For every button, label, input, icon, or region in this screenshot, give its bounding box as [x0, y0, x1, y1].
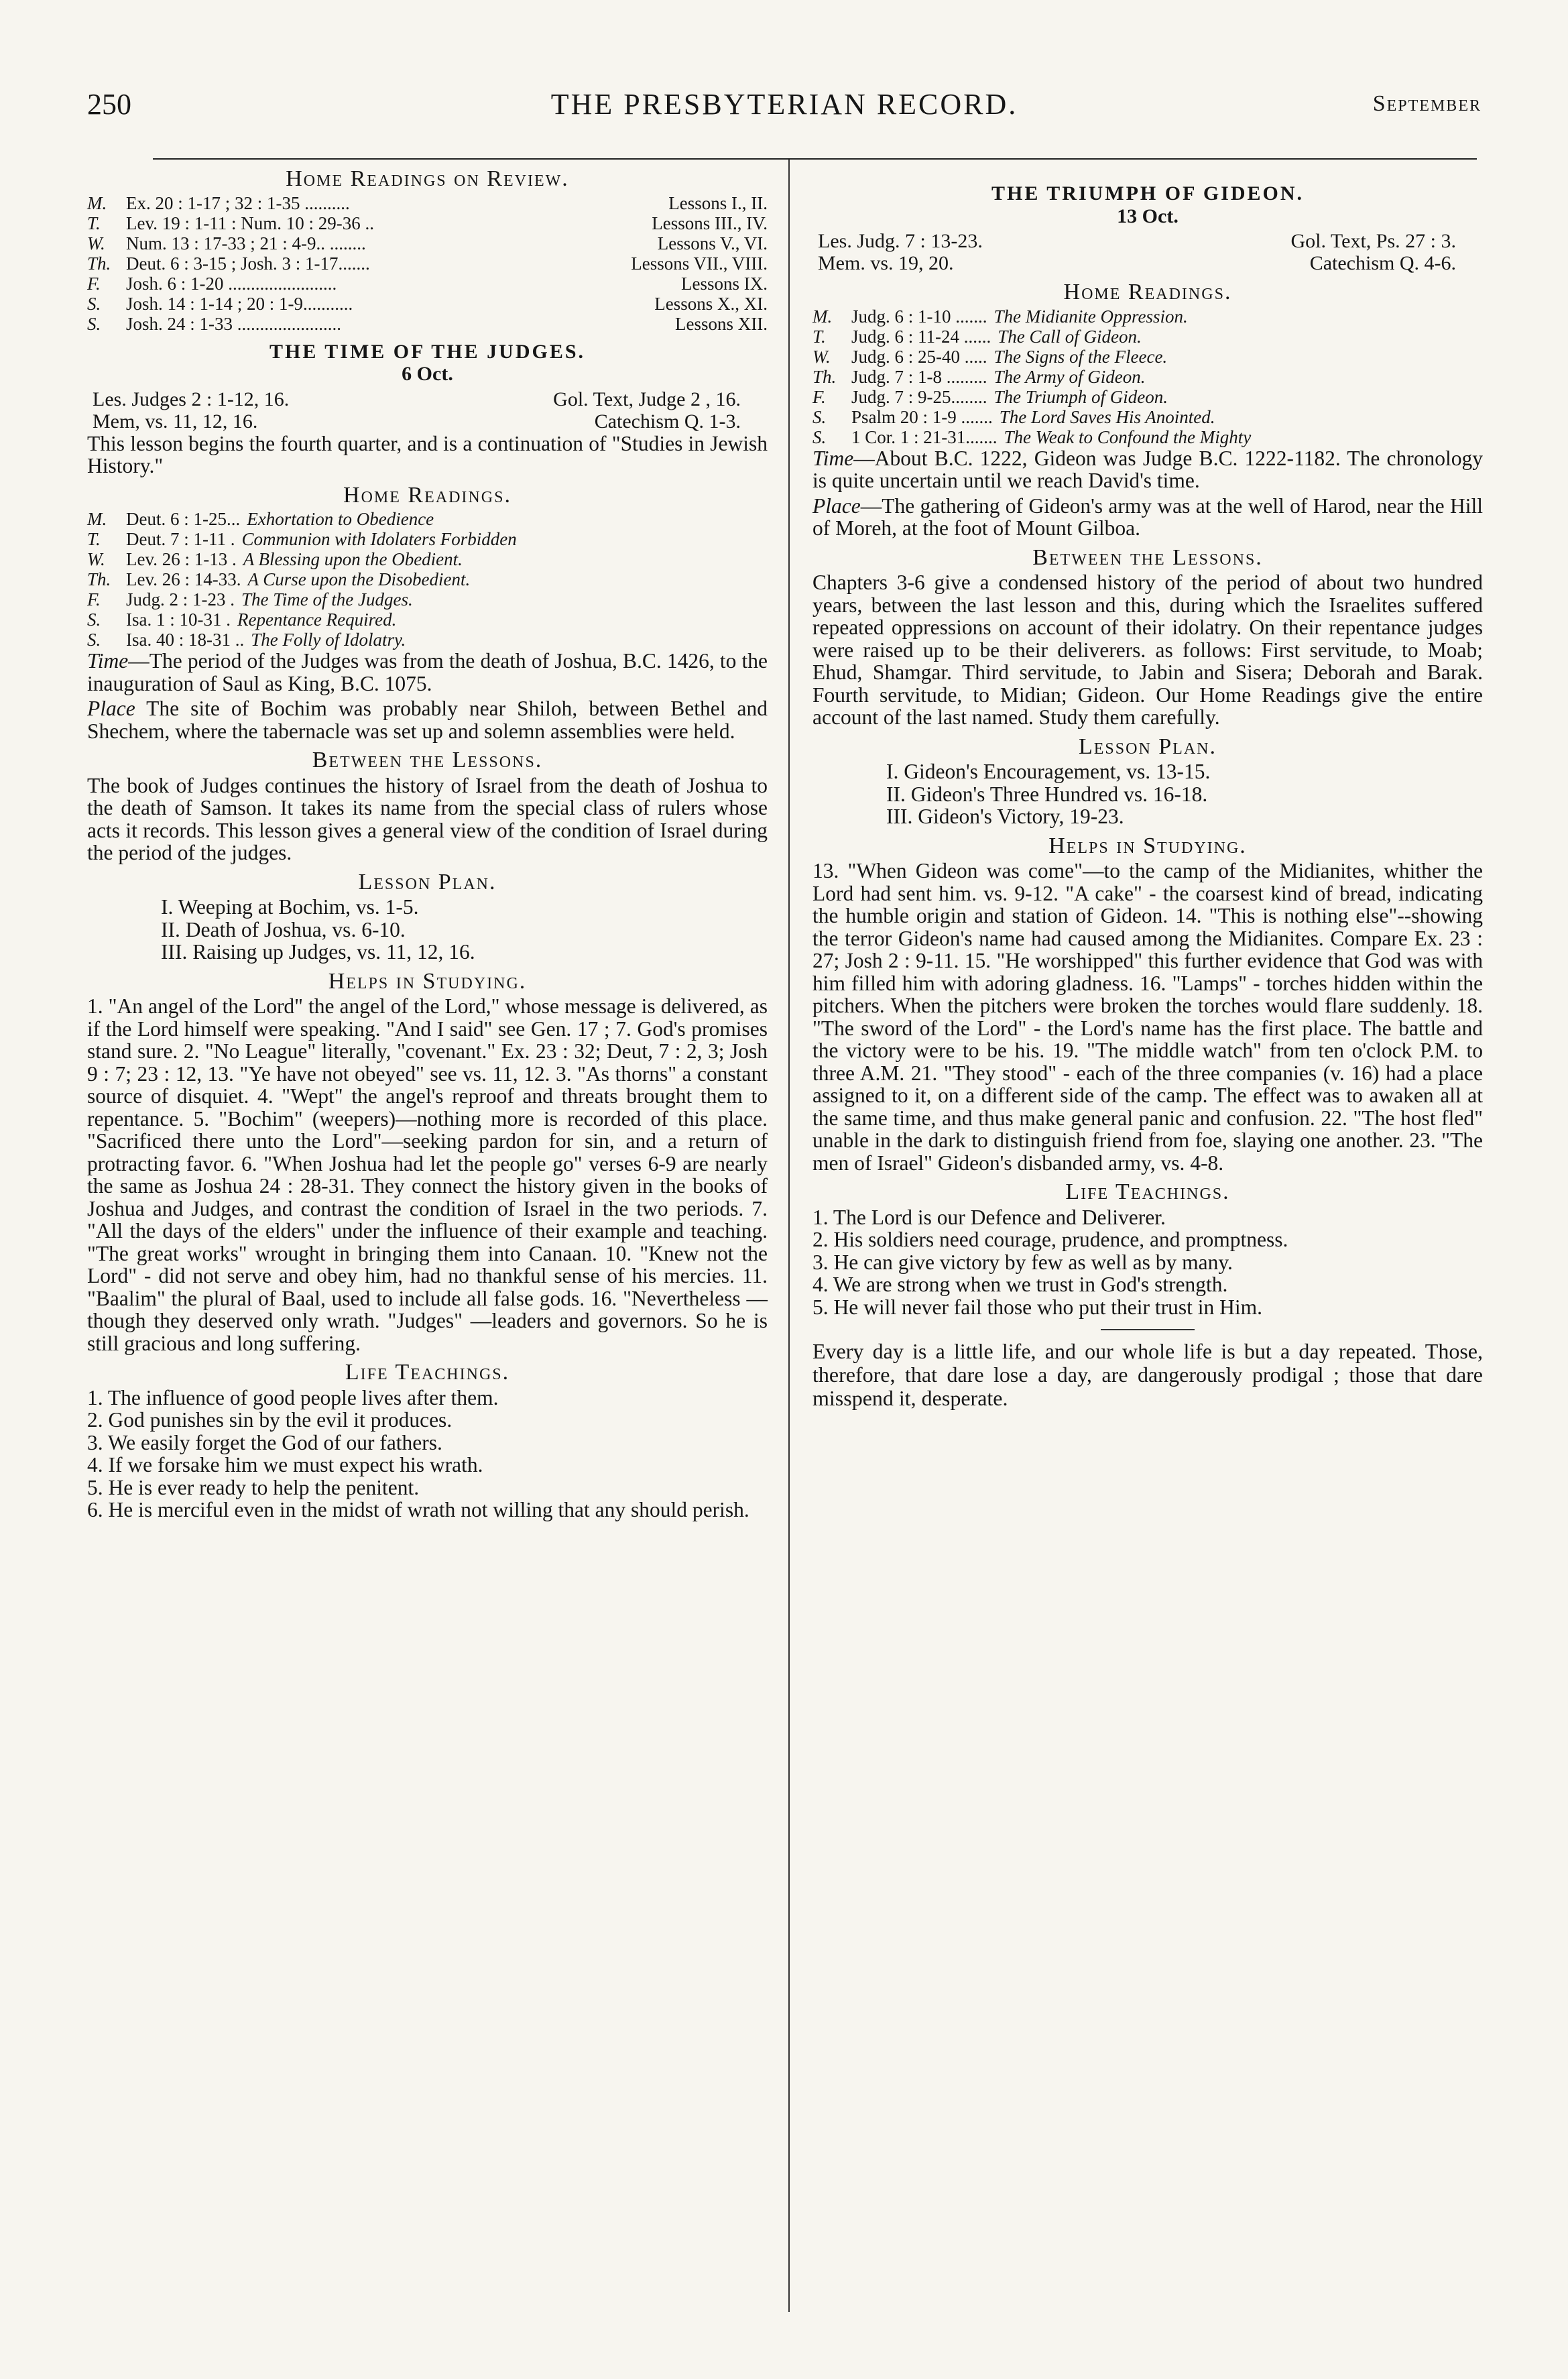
lesson-title: THE TIME OF THE JUDGES.: [269, 340, 586, 363]
reading-topic: A Blessing upon the Obedient.: [243, 549, 463, 569]
lesson-plan-item: III. Raising up Judges, vs. 11, 12, 16.: [161, 940, 475, 964]
golden-text: Gol. Text, Judge 2 , 16.: [553, 388, 741, 410]
lesson-ref-line: [812, 230, 1483, 252]
reading-ref: Josh. 14 : 1-14 ; 20 : 1-9...........: [126, 293, 353, 314]
reading-ref: Lev. 26 : 1-13 .: [126, 549, 237, 569]
life-teachings-list: [812, 1206, 1483, 1319]
time-label: Time: [812, 446, 854, 470]
life-teaching-item: 3. We easily forget the God of our fathers.: [87, 1430, 442, 1454]
life-teaching-item: 5. He is ever ready to help the penitent.: [87, 1475, 420, 1499]
between-lessons-title: Between the Lessons.: [1032, 544, 1263, 570]
reading-day: M.: [87, 192, 107, 213]
right-column: [812, 168, 1483, 1413]
reading-topic: The Triumph of Gideon.: [993, 386, 1168, 407]
reading-ref: Josh. 24 : 1-33 .......................: [126, 313, 342, 334]
reading-topic: Repentance Required.: [237, 610, 397, 630]
reading-topic: The Signs of the Fleece.: [993, 346, 1168, 367]
review-reading-row: [87, 233, 768, 253]
time-paragraph: [87, 650, 768, 695]
lesson-plan-item: II. Death of Joshua, vs. 6-10.: [161, 917, 406, 941]
review-readings-list: [87, 193, 768, 334]
reading-topic: The Lord Saves His Anointed.: [999, 406, 1215, 427]
lesson-date: 6 Oct.: [402, 363, 453, 385]
place-label: Place: [812, 494, 861, 518]
reading-day: S.: [87, 293, 101, 314]
page-month: September: [1372, 91, 1482, 116]
life-teaching-item: 1. The Lord is our Defence and Deliverer.: [812, 1205, 1166, 1229]
reading-ref: Judg. 6 : 1-10 .......: [851, 306, 987, 327]
life-teaching-item: 6. He is merciful even in the midst of wrath not willing that any should perish.: [87, 1498, 749, 1521]
time-paragraph: [812, 447, 1483, 492]
reading-topic: Lessons III., IV.: [652, 213, 768, 233]
reading-ref: Judg. 7 : 1-8 .........: [851, 366, 987, 387]
reading-ref: Judg. 2 : 1-23 .: [126, 589, 235, 610]
reading-topic: Lessons I., II.: [668, 192, 768, 213]
reading-ref: Lev. 26 : 14-33.: [126, 569, 241, 589]
time-text: —About B.C. 1222, Gideon was Judge B.C. 1222-1182. The chronology is quite uncertain until we reach David's time.: [812, 446, 1483, 492]
review-reading-row: [87, 314, 768, 334]
memory-verses: Mem. vs. 19, 20.: [818, 252, 954, 274]
reading-day: W.: [812, 346, 831, 367]
home-reading-row: [812, 347, 1483, 367]
home-reading-row: [87, 549, 768, 569]
reading-ref: Judg. 7 : 9-25........: [851, 386, 987, 407]
place-text: —The gathering of Gideon's army was at the well of Harod, near the Hill of Moreh, at the foot of Mount Gilboa.: [812, 494, 1483, 540]
lesson-plan-list: [812, 760, 1483, 828]
review-reading-row: [87, 253, 768, 274]
home-reading-row: [812, 327, 1483, 347]
memory-line: [87, 410, 768, 432]
life-teaching-item: 3. He can give victory by few as well as by many.: [812, 1250, 1233, 1274]
reading-topic: The Folly of Idolatry.: [251, 630, 406, 650]
reading-topic: Communion with Idolaters Forbidden: [241, 529, 517, 549]
reading-topic: A Curse upon the Disobedient.: [247, 569, 471, 589]
reading-day: S.: [87, 313, 101, 334]
reading-ref: Deut. 6 : 1-25...: [126, 509, 241, 529]
reading-ref: Deut. 7 : 1-11 .: [126, 529, 235, 549]
lesson-date: 13 Oct.: [1117, 205, 1179, 227]
reading-day: S.: [812, 406, 827, 427]
home-reading-row: [812, 427, 1483, 447]
reading-ref: Psalm 20 : 1-9 .......: [851, 406, 993, 427]
reading-day: F.: [87, 273, 101, 294]
reading-topic: Exhortation to Obedience: [247, 509, 434, 529]
column-divider: [788, 160, 790, 2312]
life-teaching-item: 2. God punishes sin by the evil it produces.: [87, 1408, 453, 1432]
page-header: [87, 87, 1482, 134]
lesson-plan-item: III. Gideon's Victory, 19-23.: [886, 805, 1124, 828]
lesson-plan-item: I. Weeping at Bochim, vs. 1-5.: [161, 895, 419, 919]
home-reading-row: [812, 367, 1483, 387]
reading-day: T.: [87, 213, 101, 233]
reading-topic: The Midianite Oppression.: [993, 306, 1188, 327]
reading-day: Th.: [87, 253, 111, 274]
reading-day: S.: [812, 426, 827, 447]
life-teaching-item: 4. We are strong when we trust in God's strength.: [812, 1273, 1228, 1296]
reading-topic: Lessons V., VI.: [657, 233, 768, 253]
memory-verses: Mem, vs. 11, 12, 16.: [93, 410, 258, 432]
page-number: 250: [87, 88, 131, 121]
life-teaching-item: 4. If we forsake him we must expect his wrath.: [87, 1453, 483, 1476]
helps-title: Helps in Studying.: [1048, 833, 1247, 858]
reading-ref: Judg. 6 : 11-24 ......: [851, 326, 991, 347]
home-reading-row: [812, 407, 1483, 427]
reading-topic: Lessons X., XI.: [654, 293, 768, 314]
reading-day: W.: [87, 549, 105, 569]
between-lessons-text: The book of Judges continues the history of Israel from the death of Joshua to the death of Samson. It takes its name from the special class of rulers whose acts it records. This lesson gives a general view of the condition of Israel during the period of the judges.: [87, 773, 768, 864]
reading-day: S.: [87, 630, 101, 650]
home-readings-title: Home Readings.: [1063, 280, 1232, 304]
reading-topic: The Weak to Confound the Mighty: [1004, 426, 1252, 447]
home-reading-row: [87, 529, 768, 549]
review-reading-row: [87, 193, 768, 213]
life-teachings-list: [87, 1387, 768, 1521]
review-readings-title: Home Readings on Review.: [286, 166, 569, 191]
reading-day: F.: [87, 589, 101, 610]
memory-line: [812, 252, 1483, 274]
header-rule: [153, 158, 1477, 160]
helps-text: 1. "An angel of the Lord" the angel of the Lord," whose message is delivered, as if the Lord himself were speaking. "And I said" see Gen. 17 ; 7. God's promises stand sure. 2. "No League" literally, "covenant." Ex. 23 : 32; Deut, 7 : 2, 3; Josh 9 : 7; 23 : 12, 13. "Ye have not obeyed" see vs. 11, 12. 3. "As thorns" a constant source of disquiet. 4. "Wept" the angel's reproof and threats brought them to repentance. 5. "Bochim" (weepers)—nothing more is recorded of this place. "Sacrificed there unto the Lord"—seeking pardon for sin, and a return of protracting favor. 6. "When Joshua had let the people go" verses 6-9 are nearly the same as Joshua 24 : 28-31. They connect the history given in the books of Joshua and Judges, and contrast the condition of Israel in the two periods. 7. "All the days of the elders" under the influence of their example and teaching. "The great works" wrought in bringing them into Canaan. 10. "Knew not the Lord" - did not serve and obey him, had no thankful sense of his mercies. 11. "Baalim" the plural of Baal, used to include all false gods. 16. "Nevertheless —though they deserved only wrath. "Judges" —leaders and governors. So he is still gracious and long suffering.: [87, 994, 768, 1355]
reading-day: Th.: [87, 569, 111, 589]
review-reading-row: [87, 294, 768, 314]
reading-topic: Lessons VII., VIII.: [631, 253, 768, 274]
home-reading-row: [87, 569, 768, 589]
reading-topic: The Call of Gideon.: [998, 326, 1142, 347]
reading-ref: Isa. 1 : 10-31 .: [126, 610, 231, 630]
place-paragraph: [87, 697, 768, 742]
reading-topic: Lessons IX.: [681, 273, 768, 294]
reading-topic: Lessons XII.: [675, 313, 768, 334]
reading-day: T.: [812, 326, 826, 347]
life-teachings-title: Life Teachings.: [345, 1360, 510, 1385]
life-teaching-item: 1. The influence of good people lives after them.: [87, 1385, 499, 1409]
lesson-plan-item: I. Gideon's Encouragement, vs. 13-15.: [886, 760, 1211, 783]
home-reading-row: [812, 387, 1483, 407]
golden-text: Gol. Text, Ps. 27 : 3.: [1290, 230, 1456, 252]
reading-day: S.: [87, 610, 101, 630]
reading-day: M.: [87, 509, 107, 529]
home-readings-list: [812, 306, 1483, 447]
reading-day: M.: [812, 306, 833, 327]
section-rule: [1101, 1329, 1195, 1330]
reading-ref: Isa. 40 : 18-31 ..: [126, 630, 245, 650]
lesson-title: THE TRIUMPH OF GIDEON.: [991, 182, 1305, 205]
time-label: Time: [87, 649, 129, 673]
review-reading-row: [87, 274, 768, 294]
lesson-plan-item: II. Gideon's Three Hundred vs. 16-18.: [886, 782, 1208, 806]
reading-ref: Josh. 6 : 1-20 ........................: [126, 273, 337, 294]
lesson-ref-line: [87, 388, 768, 410]
catechism: Catechism Q. 4-6.: [1309, 252, 1456, 274]
time-text: —The period of the Judges was from the death of Joshua, B.C. 1426, to the inauguration of Saul as King, B.C. 1075.: [87, 649, 768, 695]
between-lessons-text: Chapters 3-6 give a condensed history of the period of about two hundred years, between the last lesson and this, during which the Israelites suffered repeated oppressions on account of their idolatry. On their repentance judges were raised up to be their deliverers. as follows: First servitude, to Moab; Ehud, Shamgar. Third servitude, to Jabin and Sisera; Deborah and Barak. Fourth servitude, to Midian; Gideon. Our Home Readings give the entire account of the last named. Study them carefully.: [812, 571, 1483, 729]
home-reading-row: [87, 630, 768, 650]
life-teachings-title: Life Teachings.: [1065, 1179, 1230, 1204]
place-text: The site of Bochim was probably near Shiloh, between Bethel and Shechem, where the tabernacle was set up and solemn assemblies were held.: [87, 697, 768, 743]
lesson-ref: Les. Judges 2 : 1-12, 16.: [93, 388, 290, 410]
helps-title: Helps in Studying.: [328, 968, 527, 994]
reading-day: W.: [87, 233, 105, 253]
helps-text: 13. "When Gideon was come"—to the camp of the Midianites, whither the Lord had sent him. vs. 9-12. "A cake" - the coarsest kind of bread, indicating the humble origin and station of Gideon. 14. "This is nothing else"--showing the terror Gideon's name had caused among the Midianites. Compare Ex. 23 : 27; Josh 2 : 9-11. 15. "He worshipped" this further evidence that God was with him filled him with adoring gladness. 16. "Lamps" - torches hidden within the pitchers. When the pitchers were broken the torches would flare suddenly. 18. "The sword of the Lord" - the Lord's name has the first place. The battle and the victory were to be his. 19. "The middle watch" from ten o'clock P.M. to three A.M. 21. "They stood" - each of the three companies (v. 16) had a place assigned to it, on a different side of the camp. The effect was to awaken all at the same time, and thus make general panic and confusion. 22. "The host fled" unable in the dark to distinguish friend from foe, slaying one another. 23. "The men of Israel" Gideon's disbanded army, vs. 4-8.: [812, 859, 1483, 1175]
home-reading-row: [87, 610, 768, 630]
life-teaching-item: 5. He will never fail those who put their trust in Him.: [812, 1295, 1263, 1319]
reading-day: Th.: [812, 366, 837, 387]
reading-day: F.: [812, 386, 826, 407]
reading-ref: Ex. 20 : 1-17 ; 32 : 1-35 ..........: [126, 192, 350, 213]
home-readings-list: [87, 509, 768, 650]
lesson-plan-list: [87, 896, 768, 964]
lesson-ref: Les. Judg. 7 : 13-23.: [818, 230, 983, 252]
left-column: [87, 168, 768, 1527]
between-lessons-title: Between the Lessons.: [312, 748, 543, 772]
lesson-plan-title: Lesson Plan.: [358, 869, 497, 894]
home-reading-row: [812, 306, 1483, 327]
place-label: Place: [87, 697, 135, 720]
life-teaching-item: 2. His soldiers need courage, prudence, and promptness.: [812, 1228, 1288, 1251]
reading-topic: The Army of Gideon.: [993, 366, 1146, 387]
home-reading-row: [87, 589, 768, 610]
reading-day: T.: [87, 529, 101, 549]
catechism: Catechism Q. 1-3.: [594, 410, 741, 432]
reading-ref: Judg. 6 : 25-40 .....: [851, 346, 987, 367]
reading-topic: The Time of the Judges.: [241, 589, 413, 610]
reading-ref: Num. 13 : 17-33 ; 21 : 4-9.. ........: [126, 233, 366, 253]
reading-ref: Lev. 19 : 1-11 : Num. 10 : 29-36 ..: [126, 213, 374, 233]
lesson-plan-title: Lesson Plan.: [1078, 734, 1217, 759]
reading-ref: Deut. 6 : 3-15 ; Josh. 3 : 1-17.......: [126, 253, 370, 274]
page-title: THE PRESBYTERIAN RECORD.: [550, 88, 1018, 121]
home-readings-title: Home Readings.: [343, 482, 511, 508]
lesson-intro: This lesson begins the fourth quarter, and is a continuation of "Studies in Jewish History.": [87, 431, 768, 477]
review-reading-row: [87, 213, 768, 233]
home-reading-row: [87, 509, 768, 529]
reading-ref: 1 Cor. 1 : 21-31.......: [851, 426, 998, 447]
closing-quote: Every day is a little life, and our whole life is but a day repeated. Those, therefore, that dare lose a day, are dangerously prodigal ; those that dare misspend it, desperate.: [812, 1339, 1483, 1410]
place-paragraph: [812, 495, 1483, 540]
